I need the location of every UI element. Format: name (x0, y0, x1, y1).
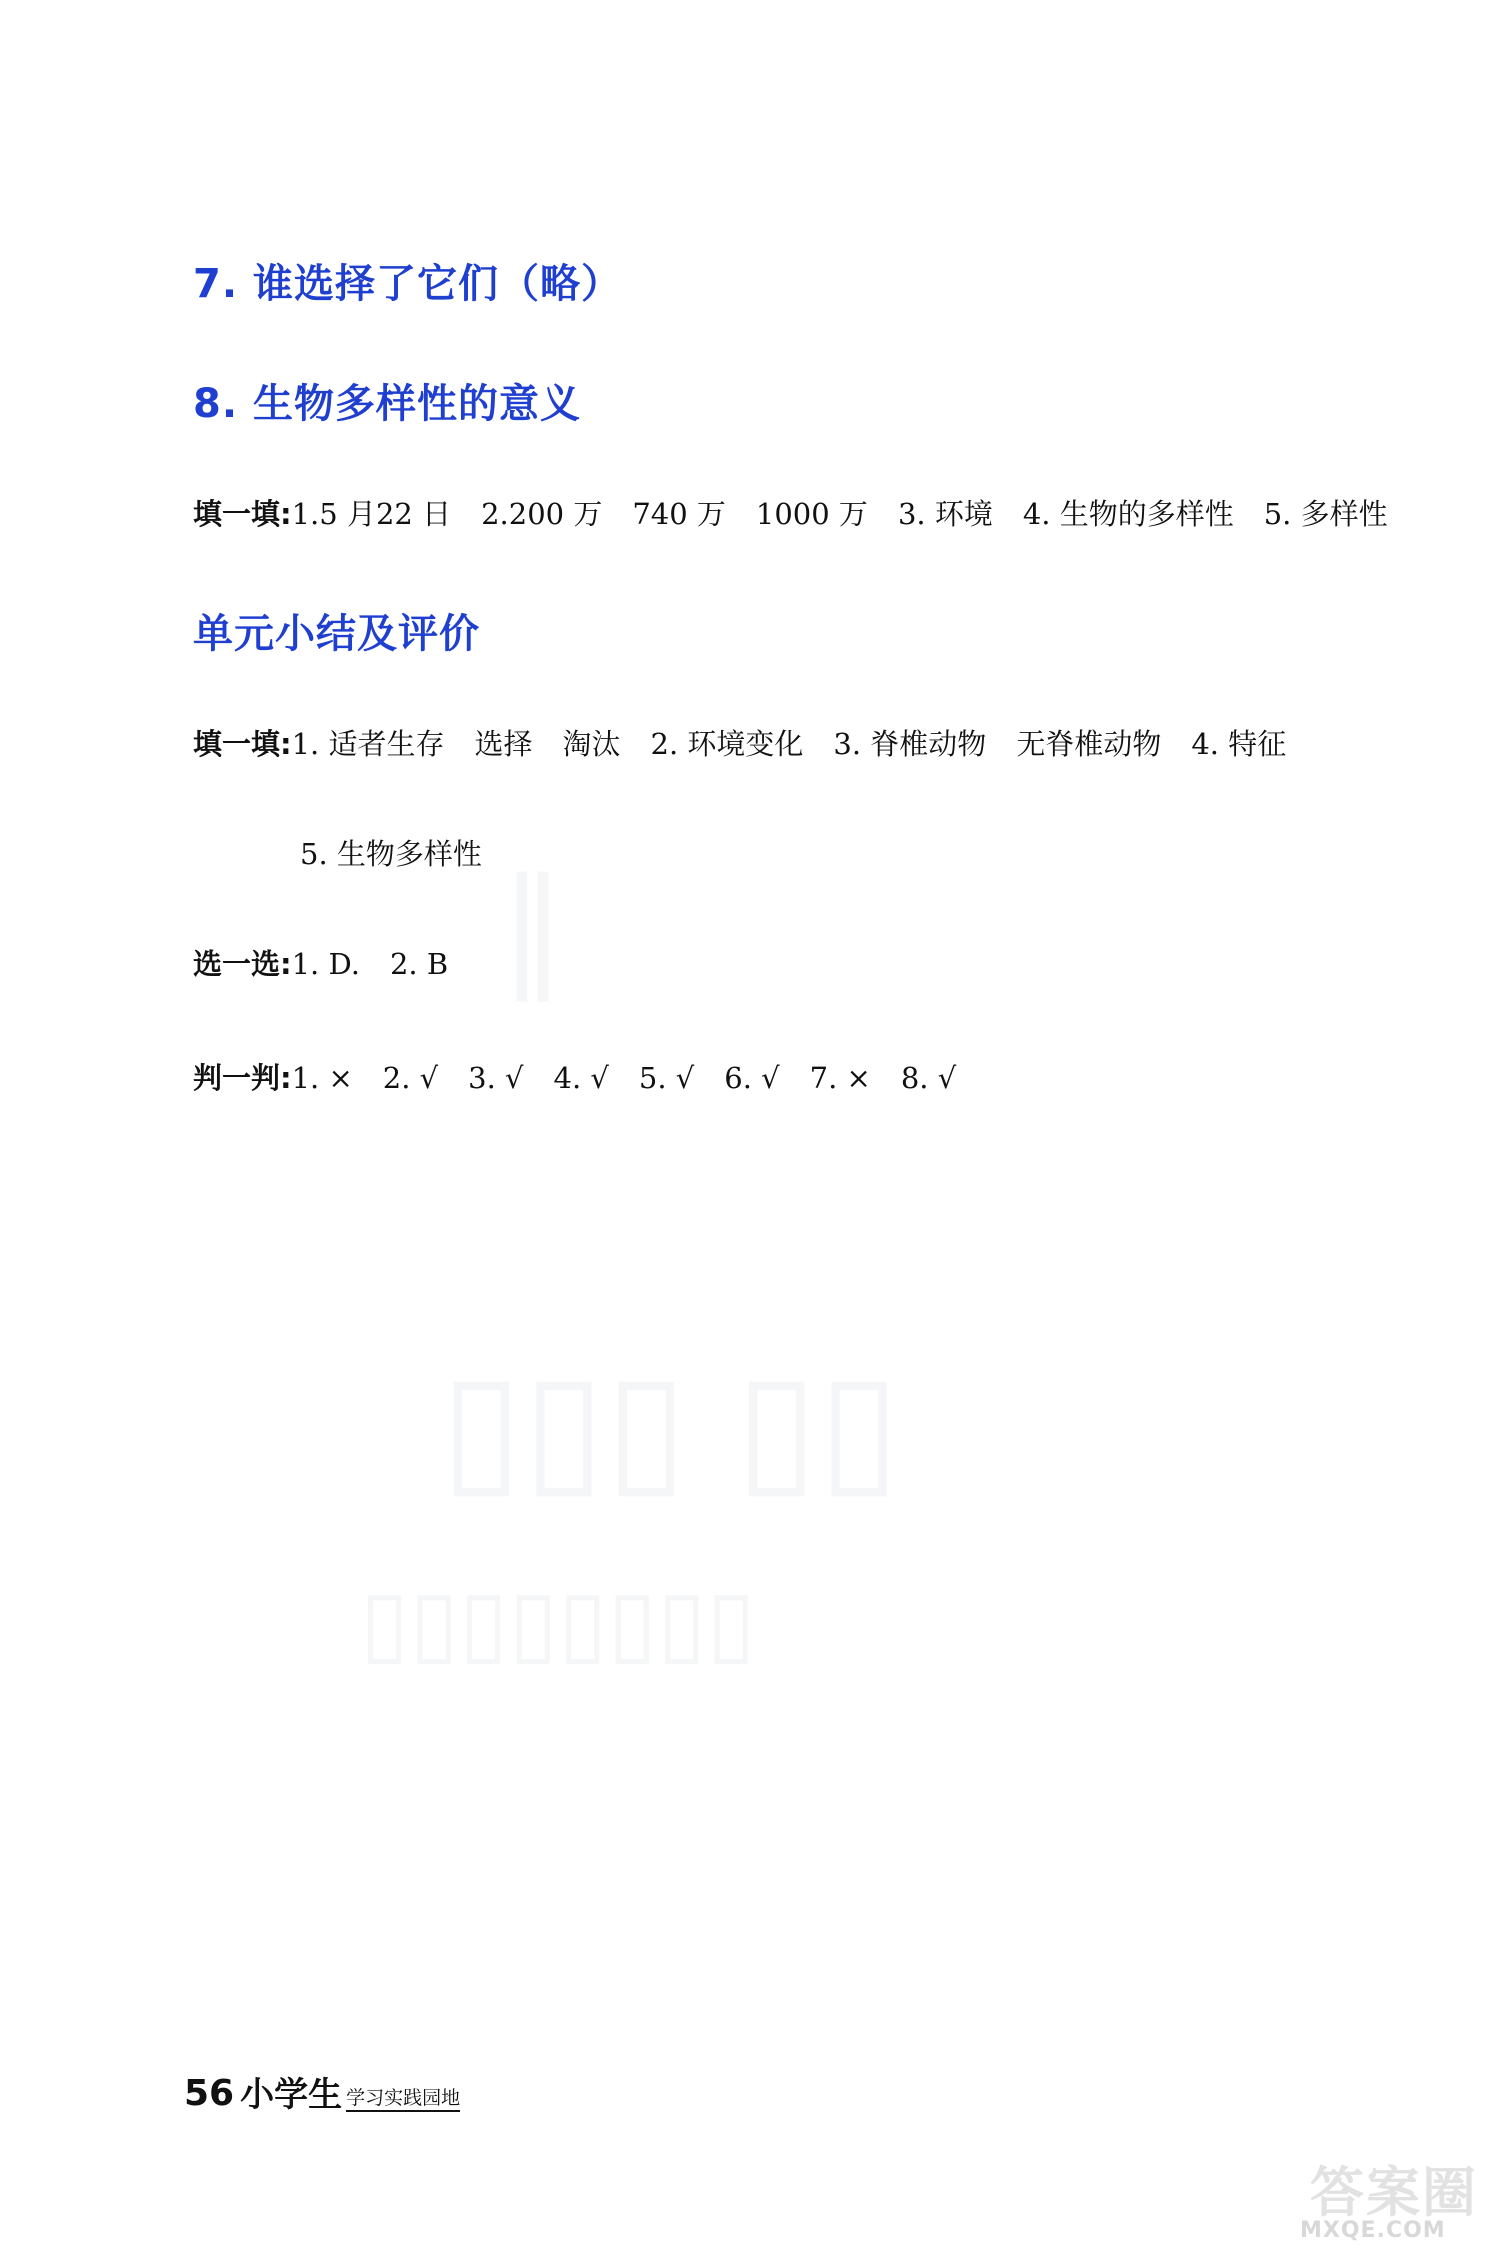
answer-item: 1. × (291, 1061, 353, 1095)
answer-item: 1.5 月22 日 (291, 497, 452, 531)
answer-item: 2. √ (382, 1061, 439, 1095)
footer-brand: 小学生 (240, 2075, 343, 2115)
heading-unit-summary: 单元小结及评价 (193, 611, 480, 657)
judge-label: 判一判: (193, 1061, 292, 1095)
unit-choose-line (193, 942, 448, 983)
footer-subtitle: 学习实践园地 (346, 2089, 460, 2112)
answer-item: 淘汰 (562, 727, 621, 761)
answer-item: 选择 (474, 727, 533, 761)
unit-fill-line (193, 722, 1286, 763)
watermark-logo-text: 答案圈 (1310, 2161, 1478, 2224)
background-ghost-mark: ‖ (500, 850, 565, 1002)
answer-item: 4. 特征 (1191, 727, 1287, 761)
answer-item: 3. 环境 (897, 497, 993, 531)
answer-item: 1. D. (291, 947, 360, 981)
fill-label: 填一填: (193, 497, 292, 531)
page-footer (184, 2062, 461, 2115)
choose-label: 选一选: (193, 947, 292, 981)
page-number: 56 (184, 2073, 235, 2114)
answer-item: 3. √ (468, 1061, 524, 1095)
answer-item: 4. √ (553, 1061, 609, 1095)
background-ghost-mark: ▯▯▯ ▯▯ (440, 1340, 901, 1514)
unit-fill-line-continued (300, 832, 482, 873)
answer-item: 8. √ (900, 1061, 957, 1095)
answer-item: 4. 生物的多样性 (1022, 497, 1234, 531)
answer-item: 5. 多样性 (1263, 497, 1388, 531)
section8-fill-line (193, 492, 1388, 533)
answer-item: 2. B (389, 947, 449, 981)
answer-item: 2.200 万 (481, 497, 603, 531)
answer-item: 2. 环境变化 (650, 727, 804, 761)
heading-section-7: 7. 谁选择了它们（略） (193, 261, 622, 307)
answer-item: 1000 万 (755, 497, 868, 531)
answer-item: 3. 脊椎动物 (833, 727, 987, 761)
answer-item: 无脊椎动物 (1016, 727, 1162, 761)
answer-item: 5. √ (638, 1061, 695, 1095)
heading-section-8: 8. 生物多样性的意义 (193, 381, 581, 427)
answer-item: 7. × (809, 1061, 871, 1095)
unit-judge-line (193, 1056, 956, 1097)
answer-item: 5. 生物多样性 (300, 837, 482, 871)
answer-item: 6. √ (724, 1061, 780, 1095)
watermark-url: MXQE.COM (1300, 2218, 1446, 2243)
watermark-logo (1300, 2150, 1480, 2250)
fill-label: 填一填: (193, 727, 292, 761)
answer-item: 1. 适者生存 (291, 727, 445, 761)
answer-item: 740 万 (632, 497, 726, 531)
background-ghost-mark: ▯▯▯▯▯▯▯▯ (360, 1570, 757, 1675)
